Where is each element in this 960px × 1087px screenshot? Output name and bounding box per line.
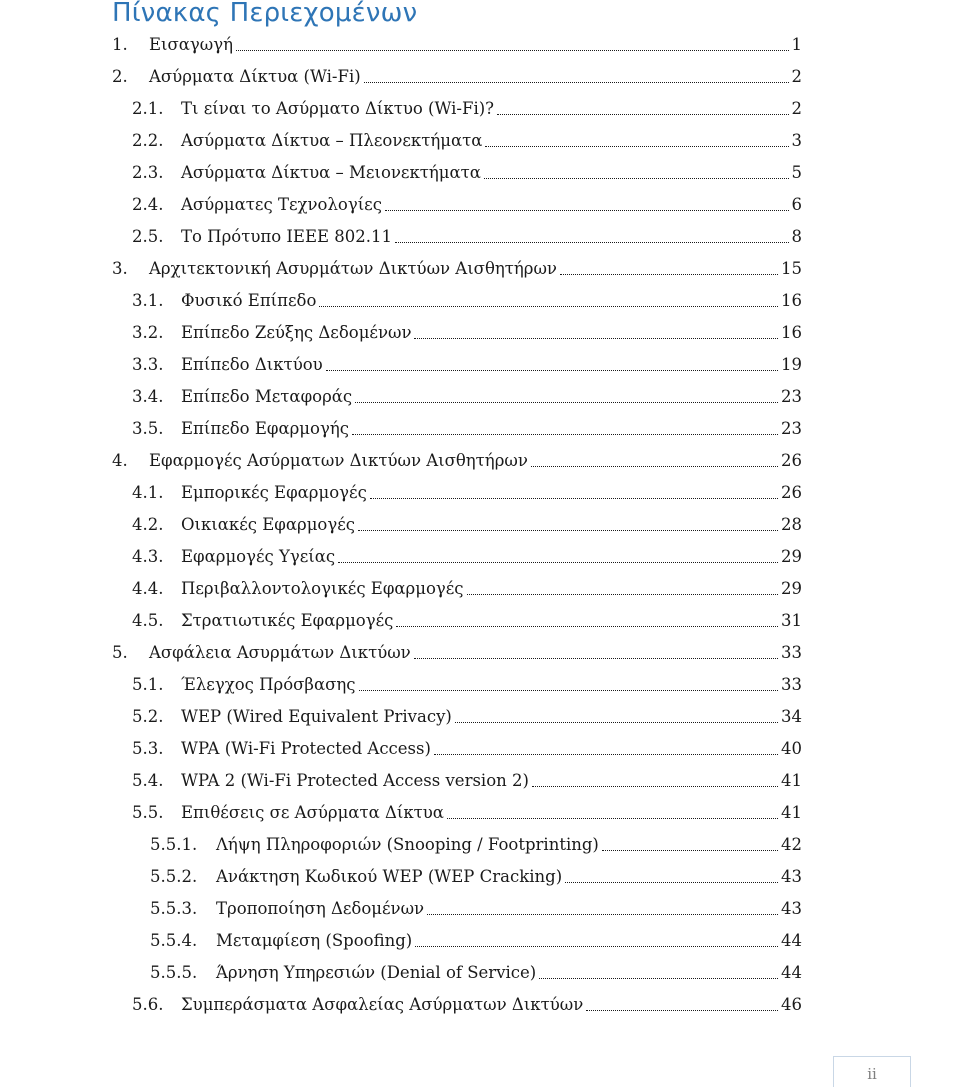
toc-entry[interactable]: [132, 159, 802, 183]
entry-page: 16: [781, 291, 802, 310]
entry-label: Εμπορικές Εφαρμογές: [181, 483, 367, 502]
entry-number: 3.4.: [132, 387, 164, 406]
entry-label: Φυσικό Επίπεδο: [181, 291, 317, 310]
dot-leader: [236, 50, 789, 51]
entry-page: 40: [781, 739, 802, 758]
entry-number: 2.2.: [132, 131, 164, 150]
entry-label: Ασύρματα Δίκτυα – Μειονεκτήματα: [181, 163, 481, 182]
entry-label: Τι είναι το Ασύρματο Δίκτυο (Wi-Fi)?: [181, 99, 495, 118]
entry-label: Ασφάλεια Ασυρμάτων Δικτύων: [149, 643, 411, 662]
entry-page: 43: [781, 867, 802, 886]
entry-page: 28: [781, 515, 802, 534]
footer-page-number: ii: [867, 1065, 877, 1083]
toc-entry[interactable]: [150, 831, 802, 855]
dot-leader: [358, 530, 778, 531]
toc-entry[interactable]: [150, 927, 802, 951]
dot-leader: [434, 754, 778, 755]
entry-label: Έλεγχος Πρόσβασης: [181, 675, 356, 694]
dot-leader: [497, 114, 788, 115]
toc-entry[interactable]: [132, 575, 802, 599]
entry-number: 5.5.2.: [150, 867, 198, 886]
toc-entry[interactable]: [132, 479, 802, 503]
entry-number: 4.: [112, 451, 128, 470]
entry-label: Ασύρματες Τεχνολογίες: [181, 195, 382, 214]
entry-page: 26: [781, 483, 802, 502]
entry-page: 29: [781, 547, 802, 566]
entry-number: 5.: [112, 643, 128, 662]
dot-leader: [355, 402, 778, 403]
entry-number: 2.1.: [132, 99, 164, 118]
toc-entry[interactable]: [132, 127, 802, 151]
toc-entry[interactable]: [150, 895, 802, 919]
dot-leader: [414, 658, 778, 659]
toc-entry[interactable]: [132, 767, 802, 791]
entry-page: 5: [791, 163, 802, 182]
entry-label: WPA 2 (Wi-Fi Protected Access version 2): [181, 771, 529, 790]
entry-page: 46: [781, 995, 802, 1014]
dot-leader: [359, 690, 779, 691]
entry-label: Τροποποίηση Δεδομένων: [216, 899, 425, 918]
dot-leader: [338, 562, 778, 563]
entry-number: 5.5.1.: [150, 835, 198, 854]
entry-number: 4.1.: [132, 483, 164, 502]
dot-leader: [415, 946, 778, 947]
toc-entry[interactable]: [132, 607, 802, 631]
entry-number: 2.4.: [132, 195, 164, 214]
entry-label: Επιθέσεις σε Ασύρματα Δίκτυα: [181, 803, 444, 822]
entry-page: 33: [781, 643, 802, 662]
toc-entry[interactable]: [132, 191, 802, 215]
dot-leader: [319, 306, 778, 307]
toc-entry[interactable]: [132, 543, 802, 567]
entry-page: 2: [791, 99, 802, 118]
entry-label: WPA (Wi-Fi Protected Access): [181, 739, 431, 758]
entry-label: Εφαρμογές Ασύρματων Δικτύων Αισθητήρων: [149, 451, 528, 470]
entry-page: 44: [781, 963, 802, 982]
entry-number: 3.3.: [132, 355, 164, 374]
dot-leader: [447, 818, 778, 819]
dot-leader: [560, 274, 778, 275]
entry-number: 5.5.3.: [150, 899, 198, 918]
entry-number: 5.6.: [132, 995, 164, 1014]
entry-label: WEP (Wired Equivalent Privacy): [181, 707, 452, 726]
entry-label: Εισαγωγή: [149, 35, 233, 54]
toc-entry[interactable]: [132, 511, 802, 535]
entry-number: 5.2.: [132, 707, 164, 726]
entry-page: 23: [781, 419, 802, 438]
entry-number: 3.2.: [132, 323, 164, 342]
toc-entry[interactable]: [112, 447, 802, 471]
toc-entry[interactable]: [132, 703, 802, 727]
toc-title: Πίνακας Περιεχομένων: [112, 0, 418, 28]
toc-entry[interactable]: [112, 31, 802, 55]
entry-number: 5.5.4.: [150, 931, 198, 950]
dot-leader: [531, 466, 778, 467]
toc-entry[interactable]: [132, 735, 802, 759]
entry-label: Οικιακές Εφαρμογές: [181, 515, 356, 534]
entry-number: 1.: [112, 35, 128, 54]
dot-leader: [364, 82, 789, 83]
entry-number: 4.4.: [132, 579, 164, 598]
dot-leader: [385, 210, 789, 211]
entry-page: 34: [781, 707, 802, 726]
entry-number: 2.: [112, 67, 128, 86]
dot-leader: [467, 594, 778, 595]
dot-leader: [484, 178, 789, 179]
dot-leader: [414, 338, 778, 339]
entry-page: 29: [781, 579, 802, 598]
dot-leader: [532, 786, 778, 787]
toc-entry[interactable]: [150, 959, 802, 983]
entry-page: 41: [781, 771, 802, 790]
dot-leader: [370, 498, 778, 499]
entry-label: Επίπεδο Εφαρμογής: [181, 419, 349, 438]
entry-number: 2.5.: [132, 227, 164, 246]
entry-label: Λήψη Πληροφοριών (Snooping / Footprinting): [216, 835, 599, 854]
dot-leader: [352, 434, 778, 435]
entry-page: 3: [791, 131, 802, 150]
dot-leader: [602, 850, 778, 851]
entry-label: Επίπεδο Δικτύου: [181, 355, 323, 374]
toc-entry[interactable]: [132, 319, 802, 343]
toc-entry[interactable]: [132, 799, 802, 823]
entry-label: Μεταμφίεση (Spoofing): [216, 931, 413, 950]
entry-label: Εφαρμογές Υγείας: [181, 547, 336, 566]
toc-entry[interactable]: [112, 639, 802, 663]
entry-label: Ανάκτηση Κωδικού WEP (WEP Cracking): [216, 867, 563, 886]
entry-number: 5.3.: [132, 739, 164, 758]
dot-leader: [565, 882, 778, 883]
dot-leader: [485, 146, 788, 147]
entry-page: 43: [781, 899, 802, 918]
entry-label: Συμπεράσματα Ασφαλείας Ασύρματων Δικτύων: [181, 995, 584, 1014]
entry-page: 44: [781, 931, 802, 950]
toc-entry[interactable]: [112, 63, 802, 87]
toc-entry[interactable]: [132, 351, 802, 375]
entry-number: 2.3.: [132, 163, 164, 182]
toc-entry[interactable]: [132, 415, 802, 439]
toc-entry[interactable]: [150, 863, 802, 887]
entry-label: Στρατιωτικές Εφαρμογές: [181, 611, 394, 630]
entry-number: 5.4.: [132, 771, 164, 790]
entry-page: 15: [781, 259, 802, 278]
dot-leader: [586, 1010, 778, 1011]
entry-number: 4.5.: [132, 611, 164, 630]
entry-page: 19: [781, 355, 802, 374]
entry-page: 16: [781, 323, 802, 342]
entry-page: 42: [781, 835, 802, 854]
toc-entry[interactable]: [132, 287, 802, 311]
footer-page-box: [833, 1056, 911, 1087]
entry-label: Περιβαλλοντολογικές Εφαρμογές: [181, 579, 464, 598]
entry-page: 8: [791, 227, 802, 246]
entry-label: Ασύρματα Δίκτυα (Wi-Fi): [149, 67, 361, 86]
toc-entry[interactable]: [132, 671, 802, 695]
entry-number: 5.5.5.: [150, 963, 198, 982]
entry-number: 3.: [112, 259, 128, 278]
entry-number: 4.2.: [132, 515, 164, 534]
dot-leader: [396, 626, 778, 627]
toc-entry[interactable]: [132, 223, 802, 247]
toc-entry[interactable]: [132, 383, 802, 407]
entry-page: 41: [781, 803, 802, 822]
entry-page: 1: [791, 35, 802, 54]
entry-label: Επίπεδο Ζεύξης Δεδομένων: [181, 323, 412, 342]
dot-leader: [427, 914, 778, 915]
entry-number: 3.5.: [132, 419, 164, 438]
toc-entry[interactable]: [132, 991, 802, 1015]
entry-number: 5.1.: [132, 675, 164, 694]
dot-leader: [395, 242, 788, 243]
entry-label: Επίπεδο Μεταφοράς: [181, 387, 353, 406]
entry-label: Ασύρματα Δίκτυα – Πλεονεκτήματα: [181, 131, 483, 150]
entry-label: Το Πρότυπο IEEE 802.11: [181, 227, 393, 246]
entry-page: 2: [791, 67, 802, 86]
entry-page: 33: [781, 675, 802, 694]
entry-number: 3.1.: [132, 291, 164, 310]
dot-leader: [539, 978, 778, 979]
toc-entry[interactable]: [112, 255, 802, 279]
entry-label: Άρνηση Υπηρεσιών (Denial of Service): [216, 963, 537, 982]
entry-page: 6: [791, 195, 802, 214]
entry-number: 5.5.: [132, 803, 164, 822]
dot-leader: [455, 722, 778, 723]
entry-page: 23: [781, 387, 802, 406]
entry-number: 4.3.: [132, 547, 164, 566]
entry-page: 26: [781, 451, 802, 470]
dot-leader: [326, 370, 778, 371]
entry-label: Αρχιτεκτονική Ασυρμάτων Δικτύων Αισθητήρων: [149, 259, 557, 278]
toc-entry[interactable]: [132, 95, 802, 119]
entry-page: 31: [781, 611, 802, 630]
